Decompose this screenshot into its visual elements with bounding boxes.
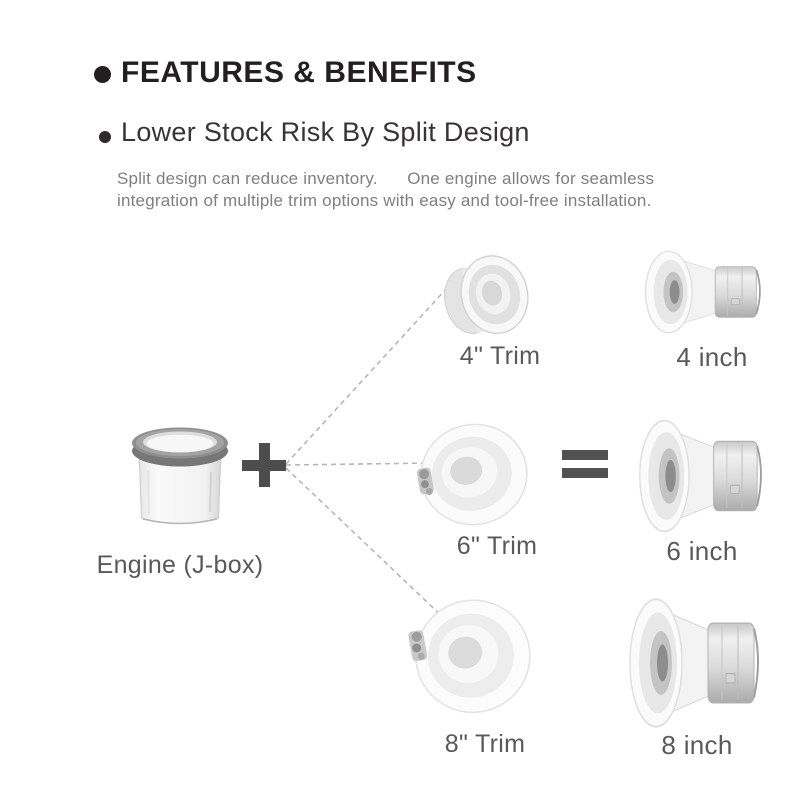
- trim-4-photo: [436, 252, 534, 344]
- trim-4-figure: [436, 252, 534, 349]
- section-subtitle: Lower Stock Risk By Split Design: [121, 117, 530, 147]
- trim-4-label: 4" Trim: [459, 342, 541, 370]
- description-line-2: integration of multiple trim options with easy and tool-free installation.: [117, 190, 652, 210]
- plus-icon: [241, 442, 287, 488]
- result-8-figure: [626, 594, 776, 737]
- trim-6-photo: [410, 418, 532, 532]
- result-6-label: 6 inch: [666, 536, 738, 566]
- description-line-1: Split design can reduce inventory. One engine allows for seamless: [117, 169, 655, 188]
- trim-8-photo: [403, 592, 535, 722]
- result-6-photo: [636, 416, 778, 536]
- description-paragraph: [117, 168, 654, 211]
- title-bullet-icon: [94, 66, 111, 83]
- equals-icon: [562, 448, 610, 479]
- result-8-label: 8 inch: [661, 730, 733, 760]
- result-8-photo: [626, 594, 776, 732]
- engine-figure: [127, 420, 233, 539]
- result-6-figure: [636, 416, 778, 541]
- result-4-label: 4 inch: [676, 342, 748, 372]
- engine-photo: [127, 420, 233, 534]
- trim-8-figure: [403, 592, 535, 727]
- trim-6-label: 6" Trim: [456, 532, 538, 560]
- page-title: FEATURES & BENEFITS: [121, 56, 477, 89]
- subtitle-bullet-icon: [99, 131, 111, 143]
- trim-8-label: 8" Trim: [444, 730, 526, 758]
- result-4-figure: [642, 248, 776, 341]
- result-4-photo: [642, 248, 776, 336]
- trim-6-figure: [410, 418, 532, 537]
- engine-label: Engine (J-box): [96, 551, 264, 579]
